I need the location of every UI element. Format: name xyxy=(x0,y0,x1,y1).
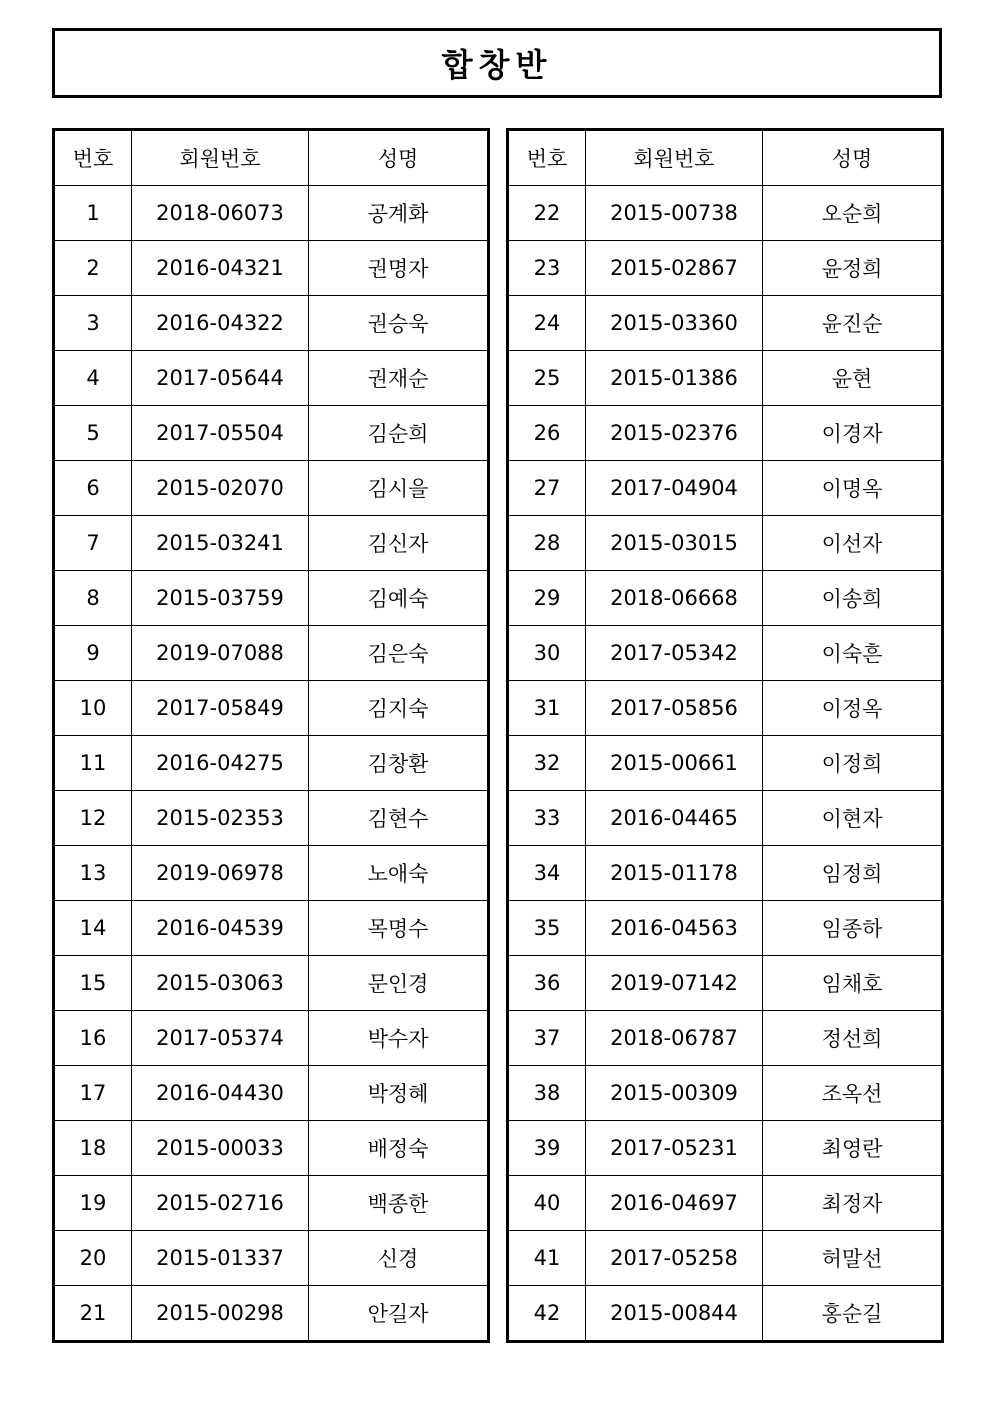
cell-member-id: 2015-03015 xyxy=(586,516,763,571)
table-row xyxy=(54,1176,489,1231)
cell-member-id: 2018-06668 xyxy=(586,571,763,626)
cell-num: 37 xyxy=(508,1011,586,1066)
table-row xyxy=(54,296,489,351)
roster-body-right xyxy=(508,186,943,1342)
cell-num: 19 xyxy=(54,1176,132,1231)
table-row xyxy=(508,241,943,296)
table-row xyxy=(54,186,489,241)
table-row xyxy=(508,516,943,571)
cell-num: 33 xyxy=(508,791,586,846)
cell-member-id: 2016-04430 xyxy=(132,1066,309,1121)
cell-name: 이정희 xyxy=(763,736,943,791)
cell-num: 24 xyxy=(508,296,586,351)
cell-num: 35 xyxy=(508,901,586,956)
table-row xyxy=(508,626,943,681)
cell-num: 10 xyxy=(54,681,132,736)
cell-member-id: 2015-03063 xyxy=(132,956,309,1011)
cell-name: 김예숙 xyxy=(309,571,489,626)
table-row xyxy=(54,846,489,901)
cell-name: 권재순 xyxy=(309,351,489,406)
cell-num: 25 xyxy=(508,351,586,406)
table-row xyxy=(508,1231,943,1286)
cell-member-id: 2016-04563 xyxy=(586,901,763,956)
table-row xyxy=(508,461,943,516)
cell-member-id: 2016-04321 xyxy=(132,241,309,296)
cell-member-id: 2016-04465 xyxy=(586,791,763,846)
page-title: 합창반 xyxy=(441,46,553,84)
cell-name: 박수자 xyxy=(309,1011,489,1066)
cell-name: 이명옥 xyxy=(763,461,943,516)
cell-name: 이정옥 xyxy=(763,681,943,736)
cell-member-id: 2017-05504 xyxy=(132,406,309,461)
cell-name: 공계화 xyxy=(309,186,489,241)
cell-name: 문인경 xyxy=(309,956,489,1011)
title-box xyxy=(52,28,942,98)
cell-num: 21 xyxy=(54,1286,132,1342)
table-row xyxy=(508,1176,943,1231)
cell-num: 6 xyxy=(54,461,132,516)
cell-name: 이숙흔 xyxy=(763,626,943,681)
table-row xyxy=(508,901,943,956)
table-row xyxy=(508,296,943,351)
cell-num: 4 xyxy=(54,351,132,406)
table-row xyxy=(54,736,489,791)
table-row xyxy=(54,901,489,956)
cell-name: 권명자 xyxy=(309,241,489,296)
header-row xyxy=(508,130,943,186)
cell-member-id: 2015-00844 xyxy=(586,1286,763,1342)
cell-member-id: 2018-06073 xyxy=(132,186,309,241)
cell-name: 최영란 xyxy=(763,1121,943,1176)
cell-num: 32 xyxy=(508,736,586,791)
cell-member-id: 2015-00661 xyxy=(586,736,763,791)
cell-num: 5 xyxy=(54,406,132,461)
table-row xyxy=(54,626,489,681)
table-row xyxy=(508,1011,943,1066)
cell-member-id: 2017-05231 xyxy=(586,1121,763,1176)
cell-num: 34 xyxy=(508,846,586,901)
cell-name: 안길자 xyxy=(309,1286,489,1342)
cell-num: 31 xyxy=(508,681,586,736)
cell-member-id: 2015-01386 xyxy=(586,351,763,406)
cell-num: 8 xyxy=(54,571,132,626)
table-row xyxy=(508,791,943,846)
cell-member-id: 2015-01337 xyxy=(132,1231,309,1286)
table-row xyxy=(54,571,489,626)
roster-body-left xyxy=(54,186,489,1342)
cell-num: 14 xyxy=(54,901,132,956)
cell-name: 임정희 xyxy=(763,846,943,901)
cell-num: 36 xyxy=(508,956,586,1011)
cell-num: 18 xyxy=(54,1121,132,1176)
cell-num: 28 xyxy=(508,516,586,571)
cell-member-id: 2019-06978 xyxy=(132,846,309,901)
cell-member-id: 2015-02867 xyxy=(586,241,763,296)
cell-member-id: 2015-02376 xyxy=(586,406,763,461)
cell-name: 김은숙 xyxy=(309,626,489,681)
cell-member-id: 2018-06787 xyxy=(586,1011,763,1066)
cell-name: 윤정희 xyxy=(763,241,943,296)
cell-num: 27 xyxy=(508,461,586,516)
cell-name: 조옥선 xyxy=(763,1066,943,1121)
cell-member-id: 2019-07088 xyxy=(132,626,309,681)
cell-member-id: 2015-03241 xyxy=(132,516,309,571)
cell-member-id: 2015-00738 xyxy=(586,186,763,241)
cell-num: 40 xyxy=(508,1176,586,1231)
cell-name: 배정숙 xyxy=(309,1121,489,1176)
table-row xyxy=(508,956,943,1011)
cell-num: 29 xyxy=(508,571,586,626)
cell-name: 권승욱 xyxy=(309,296,489,351)
cell-member-id: 2015-01178 xyxy=(586,846,763,901)
cell-name: 노애숙 xyxy=(309,846,489,901)
cell-num: 39 xyxy=(508,1121,586,1176)
cell-member-id: 2015-03759 xyxy=(132,571,309,626)
table-row xyxy=(508,846,943,901)
cell-num: 15 xyxy=(54,956,132,1011)
header-num: 번호 xyxy=(508,130,586,186)
cell-member-id: 2015-02070 xyxy=(132,461,309,516)
cell-member-id: 2019-07142 xyxy=(586,956,763,1011)
table-row xyxy=(54,1011,489,1066)
cell-name: 이경자 xyxy=(763,406,943,461)
table-row xyxy=(508,406,943,461)
cell-num: 42 xyxy=(508,1286,586,1342)
cell-num: 38 xyxy=(508,1066,586,1121)
cell-num: 16 xyxy=(54,1011,132,1066)
cell-name: 임채호 xyxy=(763,956,943,1011)
table-row xyxy=(54,681,489,736)
header-name: 성명 xyxy=(309,130,489,186)
cell-name: 이선자 xyxy=(763,516,943,571)
cell-member-id: 2017-05644 xyxy=(132,351,309,406)
cell-num: 41 xyxy=(508,1231,586,1286)
cell-name: 임종하 xyxy=(763,901,943,956)
table-row xyxy=(54,791,489,846)
table-row xyxy=(54,406,489,461)
header-num: 번호 xyxy=(54,130,132,186)
header-name: 성명 xyxy=(763,130,943,186)
table-row xyxy=(54,1231,489,1286)
cell-name: 백종한 xyxy=(309,1176,489,1231)
table-row xyxy=(54,1286,489,1342)
table-row xyxy=(54,956,489,1011)
cell-name: 김지숙 xyxy=(309,681,489,736)
cell-member-id: 2017-05849 xyxy=(132,681,309,736)
cell-num: 1 xyxy=(54,186,132,241)
cell-num: 3 xyxy=(54,296,132,351)
cell-name: 윤현 xyxy=(763,351,943,406)
cell-member-id: 2016-04539 xyxy=(132,901,309,956)
cell-name: 윤진순 xyxy=(763,296,943,351)
table-row xyxy=(54,1066,489,1121)
cell-name: 신경 xyxy=(309,1231,489,1286)
cell-name: 김창환 xyxy=(309,736,489,791)
cell-name: 허말선 xyxy=(763,1231,943,1286)
cell-num: 30 xyxy=(508,626,586,681)
cell-name: 오순희 xyxy=(763,186,943,241)
table-row xyxy=(54,1121,489,1176)
cell-member-id: 2017-05342 xyxy=(586,626,763,681)
cell-num: 13 xyxy=(54,846,132,901)
cell-num: 22 xyxy=(508,186,586,241)
cell-name: 최정자 xyxy=(763,1176,943,1231)
cell-name: 목명수 xyxy=(309,901,489,956)
cell-num: 11 xyxy=(54,736,132,791)
cell-name: 홍순길 xyxy=(763,1286,943,1342)
cell-num: 17 xyxy=(54,1066,132,1121)
table-row xyxy=(508,571,943,626)
table-row xyxy=(508,736,943,791)
table-row xyxy=(508,1286,943,1342)
table-row xyxy=(54,241,489,296)
table-row xyxy=(508,186,943,241)
cell-member-id: 2017-05856 xyxy=(586,681,763,736)
cell-num: 9 xyxy=(54,626,132,681)
cell-member-id: 2015-02716 xyxy=(132,1176,309,1231)
cell-name: 박정혜 xyxy=(309,1066,489,1121)
header-member-id: 회원번호 xyxy=(586,130,763,186)
table-row xyxy=(54,351,489,406)
cell-name: 김순희 xyxy=(309,406,489,461)
cell-member-id: 2016-04275 xyxy=(132,736,309,791)
cell-num: 26 xyxy=(508,406,586,461)
table-row xyxy=(508,681,943,736)
cell-member-id: 2017-05374 xyxy=(132,1011,309,1066)
table-row xyxy=(508,1121,943,1176)
cell-member-id: 2015-03360 xyxy=(586,296,763,351)
cell-member-id: 2016-04697 xyxy=(586,1176,763,1231)
cell-member-id: 2015-02353 xyxy=(132,791,309,846)
roster-table-left xyxy=(52,128,490,1343)
table-row xyxy=(508,351,943,406)
cell-member-id: 2017-04904 xyxy=(586,461,763,516)
cell-num: 7 xyxy=(54,516,132,571)
cell-name: 김현수 xyxy=(309,791,489,846)
cell-num: 20 xyxy=(54,1231,132,1286)
cell-name: 김시을 xyxy=(309,461,489,516)
cell-num: 12 xyxy=(54,791,132,846)
table-row xyxy=(508,1066,943,1121)
roster-table-right xyxy=(506,128,944,1343)
cell-name: 이현자 xyxy=(763,791,943,846)
cell-member-id: 2016-04322 xyxy=(132,296,309,351)
cell-member-id: 2015-00033 xyxy=(132,1121,309,1176)
header-member-id: 회원번호 xyxy=(132,130,309,186)
cell-num: 23 xyxy=(508,241,586,296)
header-row xyxy=(54,130,489,186)
cell-name: 김신자 xyxy=(309,516,489,571)
table-row xyxy=(54,516,489,571)
cell-name: 정선희 xyxy=(763,1011,943,1066)
cell-member-id: 2015-00309 xyxy=(586,1066,763,1121)
table-row xyxy=(54,461,489,516)
cell-member-id: 2017-05258 xyxy=(586,1231,763,1286)
cell-member-id: 2015-00298 xyxy=(132,1286,309,1342)
cell-num: 2 xyxy=(54,241,132,296)
cell-name: 이송희 xyxy=(763,571,943,626)
